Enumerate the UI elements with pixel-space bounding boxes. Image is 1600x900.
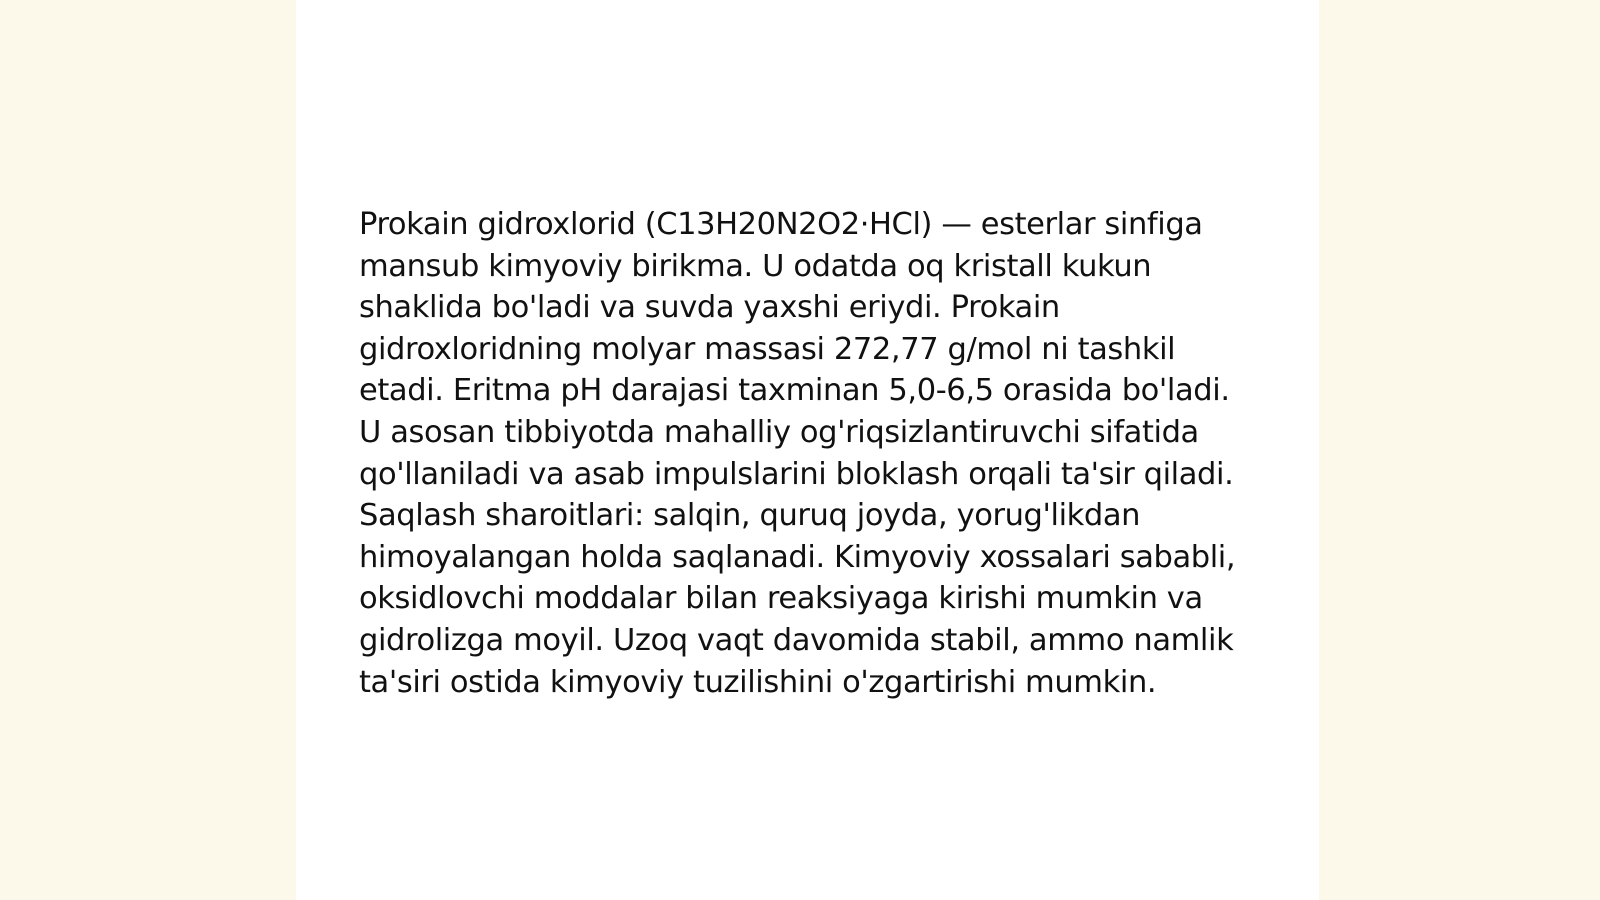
document-page xyxy=(296,0,1319,900)
body-paragraph: Prokain gidroxlorid (C13H20N2O2·HCl) — esterlar sinfiga mansub kimyoviy birikma. U odatda oq kristall kukun shaklida bo'ladi va suvda yaxshi eriydi. Prokain gidroxloridning molyar massasi 272,77 g/mol ni tashkil etadi. Eritma pH darajasi taxminan 5,0-6,5 orasida bo'ladi. U asosan tibbiyotda mahalliy og'riqsizlantiruvchi sifatida qo'llaniladi va asab impulslarini bloklash orqali ta'sir qiladi. Saqlash sharoitlari: salqin, quruq joyda, yorug'likdan himoyalangan holda saqlanadi. Kimyoviy xossalari sababli, oksidlovchi moddalar bilan reaksiyaga kirishi mumkin va gidrolizga moyil. Uzoq vaqt davomida stabil, ammo namlik ta'siri ostida kimyoviy tuzilishini o'zgartirishi mumkin. xyxy=(359,207,1236,700)
